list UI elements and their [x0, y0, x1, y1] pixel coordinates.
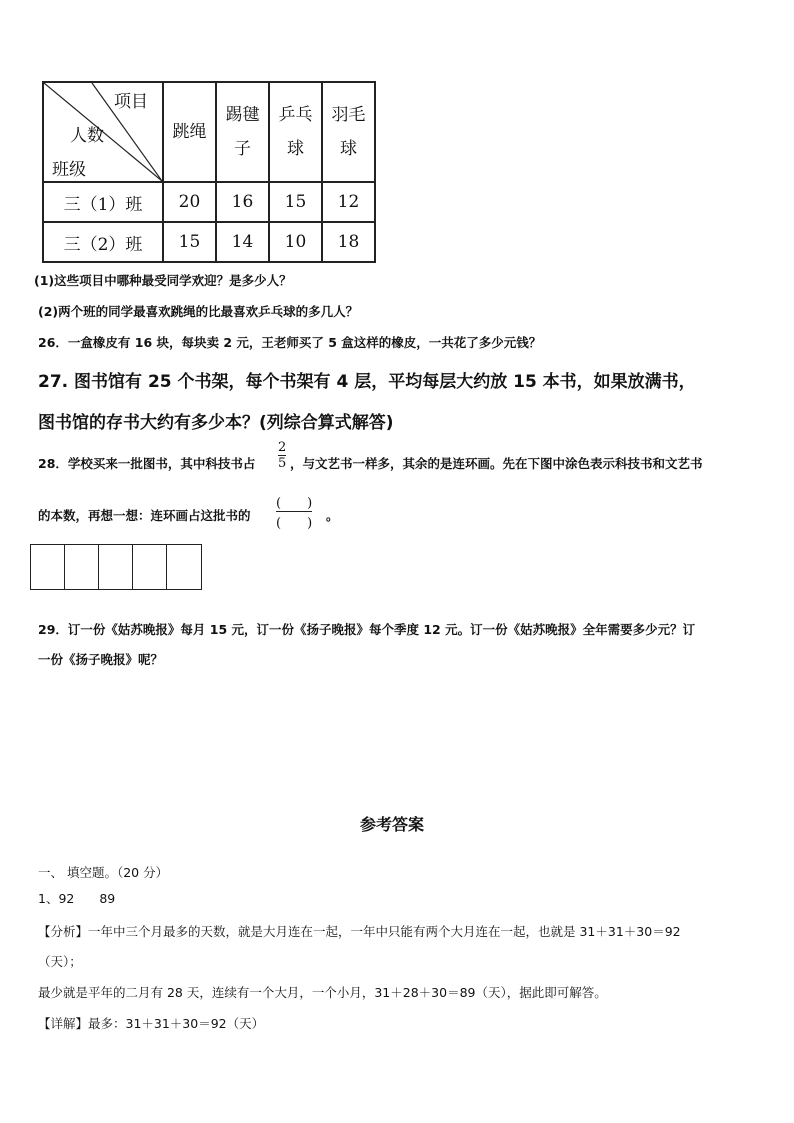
fraction-denominator: 5: [278, 456, 287, 471]
q28-line2a: 的本数，再想一想：连环画占这批书的: [38, 508, 251, 523]
table-row: [43, 182, 375, 222]
column-header: 踢毽子: [216, 82, 269, 182]
row-label: 三（2）班: [43, 222, 163, 262]
answers-section: 一、 填空题。（20 分）: [38, 865, 169, 880]
detail-line: 【详解】最多：31＋31＋30＝92（天）: [38, 1016, 265, 1031]
header-item-label: 项目: [114, 92, 148, 112]
q29-line2: 一份《扬子晚报》呢？: [38, 652, 164, 667]
header-class-label: 班级: [52, 160, 86, 180]
blank-denominator: ( ): [276, 516, 313, 531]
table-cell: 12: [322, 182, 375, 222]
q28-line1a: 28．学校买来一批图书，其中科技书占: [38, 456, 256, 471]
table-cell: 10: [269, 222, 322, 262]
shading-box[interactable]: [99, 545, 133, 589]
answer-fraction-blank[interactable]: [276, 492, 312, 531]
row-label: 三（1）班: [43, 182, 163, 222]
q27-line2: 图书馆的存书大约有多少本？(列综合算式解答): [38, 413, 394, 433]
shading-box[interactable]: [133, 545, 167, 589]
q27-line1: 27. 图书馆有 25 个书架，每个书架有 4 层，平均每层大约放 15 本书，如果放满书，: [38, 372, 696, 392]
analysis-line1: 【分析】一年中三个月最多的天数，就是大月连在一起，一年中只能有两个大月连在一起，也就是 31＋31＋30＝92: [38, 924, 681, 939]
q25-sub2: (2)两个班的同学最喜欢跳绳的比最喜欢乒乓球的多几人？: [38, 304, 359, 319]
answers-title: 参考答案: [360, 815, 425, 834]
shading-boxes: [30, 544, 202, 590]
shading-box[interactable]: [167, 545, 201, 589]
table-cell: 14: [216, 222, 269, 262]
table-cell: 20: [163, 182, 216, 222]
q26-text: 26．一盒橡皮有 16 块，每块卖 2 元，王老师买了 5 盒这样的橡皮，一共花了多少元钱？: [38, 335, 542, 350]
shading-box[interactable]: [31, 545, 65, 589]
header-count-label: 人数: [70, 126, 104, 146]
column-header: 乒乓球: [269, 82, 322, 182]
table-cell: 15: [163, 222, 216, 262]
table-cell: 16: [216, 182, 269, 222]
stats-table: [42, 81, 376, 263]
q28-line1b: ，与文艺书一样多，其余的是连环画。先在下图中涂色表示科技书和文艺书: [290, 456, 703, 471]
q25-sub1: (1)这些项目中哪种最受同学欢迎？是多少人？: [34, 273, 292, 288]
fraction-numerator: 2: [278, 440, 287, 455]
blank-numerator: ( ): [276, 496, 313, 511]
table-row: [43, 222, 375, 262]
q28-line2b: 。: [326, 508, 339, 523]
fraction-two-fifths: [278, 440, 286, 471]
table-cell: 15: [269, 182, 322, 222]
answer-item-1: 1、92 89: [38, 891, 116, 906]
analysis-line2: （天）；: [38, 954, 82, 969]
column-header: 跳绳: [163, 82, 216, 182]
q29-line1: 29．订一份《姑苏晚报》每月 15 元，订一份《扬子晚报》每个季度 12 元。订一份《姑苏晚报》全年需要多少元？订: [38, 622, 696, 637]
table-cell: 18: [322, 222, 375, 262]
table-header-diagonal: [43, 82, 163, 182]
analysis-line3: 最少就是平年的二月有 28 天，连续有一个大月，一个小月，31＋28＋30＝89（天），据此即可解答。: [38, 985, 607, 1000]
shading-box[interactable]: [65, 545, 99, 589]
column-header: 羽毛球: [322, 82, 375, 182]
